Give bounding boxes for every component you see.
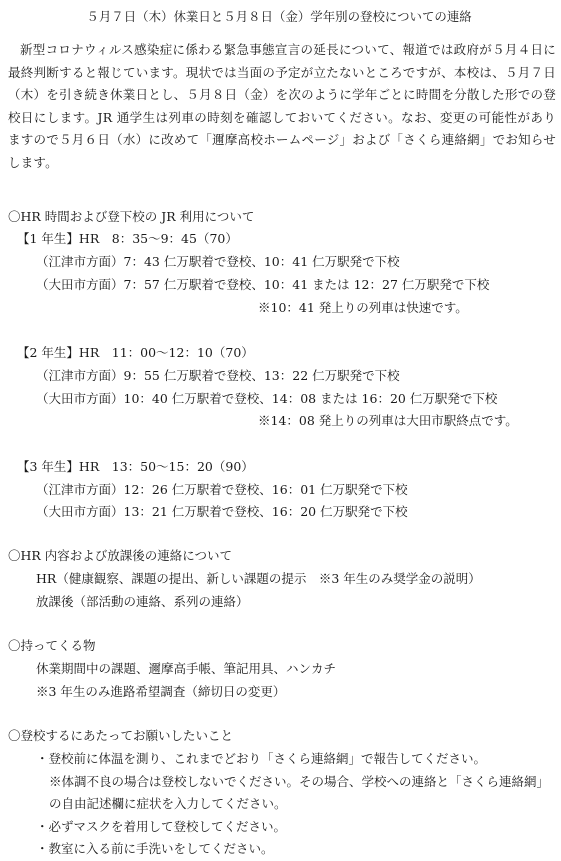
grade1-oda-route: （大田市方面）7：57 仁万駅着で登校、10：41 または 12：27 仁万駅発で下校 bbox=[36, 277, 490, 292]
bring-items: 休業期間中の課題、邇摩高手帳、筆記用具、ハンカチ bbox=[36, 661, 337, 676]
hr-content: HR（健康観察、課題の提出、新しい課題の提示 ※3 年生のみ奨学金の説明） bbox=[36, 571, 481, 586]
grade2-gotsu-route: （江津市方面）9：55 仁万駅着で登校、13：22 仁万駅発で下校 bbox=[36, 368, 400, 383]
request-note-sick-a: ※体調不良の場合は登校しないでください。その場合、学校への連絡と「さくら連絡網」 bbox=[49, 774, 550, 789]
bring-section-heading: 〇持ってくる物 bbox=[8, 638, 96, 653]
hr-section-heading: 〇HR 時間および登下校の JR 利用について bbox=[8, 209, 255, 224]
document-title: ５月７日（木）休業日と５月８日（金）学年別の登校についての連絡 bbox=[86, 9, 472, 24]
grade1-header: 【1 年生】HR 8：35〜9：45（70） bbox=[17, 231, 238, 246]
bring-note: ※3 年生のみ進路希望調査（締切日の変更） bbox=[36, 684, 286, 699]
grade2-note: ※14：08 発上りの列車は大田市駅終点です。 bbox=[258, 413, 518, 428]
after-school-content: 放課後（部活動の連絡、系列の連絡） bbox=[36, 594, 249, 609]
grade2-header: 【2 年生】HR 11：00〜12：10（70） bbox=[17, 345, 254, 360]
request-item-temperature: ・登校前に体温を測り、これまでどおり「さくら連絡網」で報告してください。 bbox=[36, 751, 487, 766]
contact-section-heading: 〇HR 内容および放課後の連絡について bbox=[8, 548, 233, 563]
request-section-heading: 〇登校するにあたってお願いしたいこと bbox=[8, 728, 234, 743]
grade3-header: 【3 年生】HR 13：50〜15：20（90） bbox=[17, 459, 254, 474]
request-item-handwash: ・教室に入る前に手洗いをしてください。 bbox=[36, 841, 274, 856]
request-note-sick-b: の自由記述欄に症状を入力してください。 bbox=[49, 796, 287, 811]
request-item-mask: ・必ずマスクを着用して登校してください。 bbox=[36, 819, 287, 834]
grade2-oda-route: （大田市方面）10：40 仁万駅着で登校、14：08 または 16：20 仁万駅発で下校 bbox=[36, 391, 498, 406]
grade3-gotsu-route: （江津市方面）12：26 仁万駅着で登校、16：01 仁万駅発で下校 bbox=[36, 482, 408, 497]
grade1-note: ※10：41 発上りの列車は快速です。 bbox=[258, 300, 468, 315]
grade3-oda-route: （大田市方面）13：21 仁万駅着で登校、16：20 仁万駅発で下校 bbox=[36, 504, 408, 519]
intro-paragraph: 新型コロナウィルス感染症に係わる緊急事態宣言の延長について、報道では政府が５月４日に最終判断すると報じています。現状では当面の予定が立たないところですが、本校は、５月７日（木）を引き続き休業日とし、５月８日（金）を次のように学年ごとに時間を分散した形での登校日にします。JR 通学生は列車の時刻を確認しておいてください。なお、変更の可能性がありますので５月６日（水）に改めて「邇摩高校ホームページ」および「さくら連絡網」でお知らせします。 bbox=[8, 42, 556, 170]
grade1-gotsu-route: （江津市方面）7：43 仁万駅着で登校、10：41 仁万駅発で下校 bbox=[36, 254, 400, 269]
